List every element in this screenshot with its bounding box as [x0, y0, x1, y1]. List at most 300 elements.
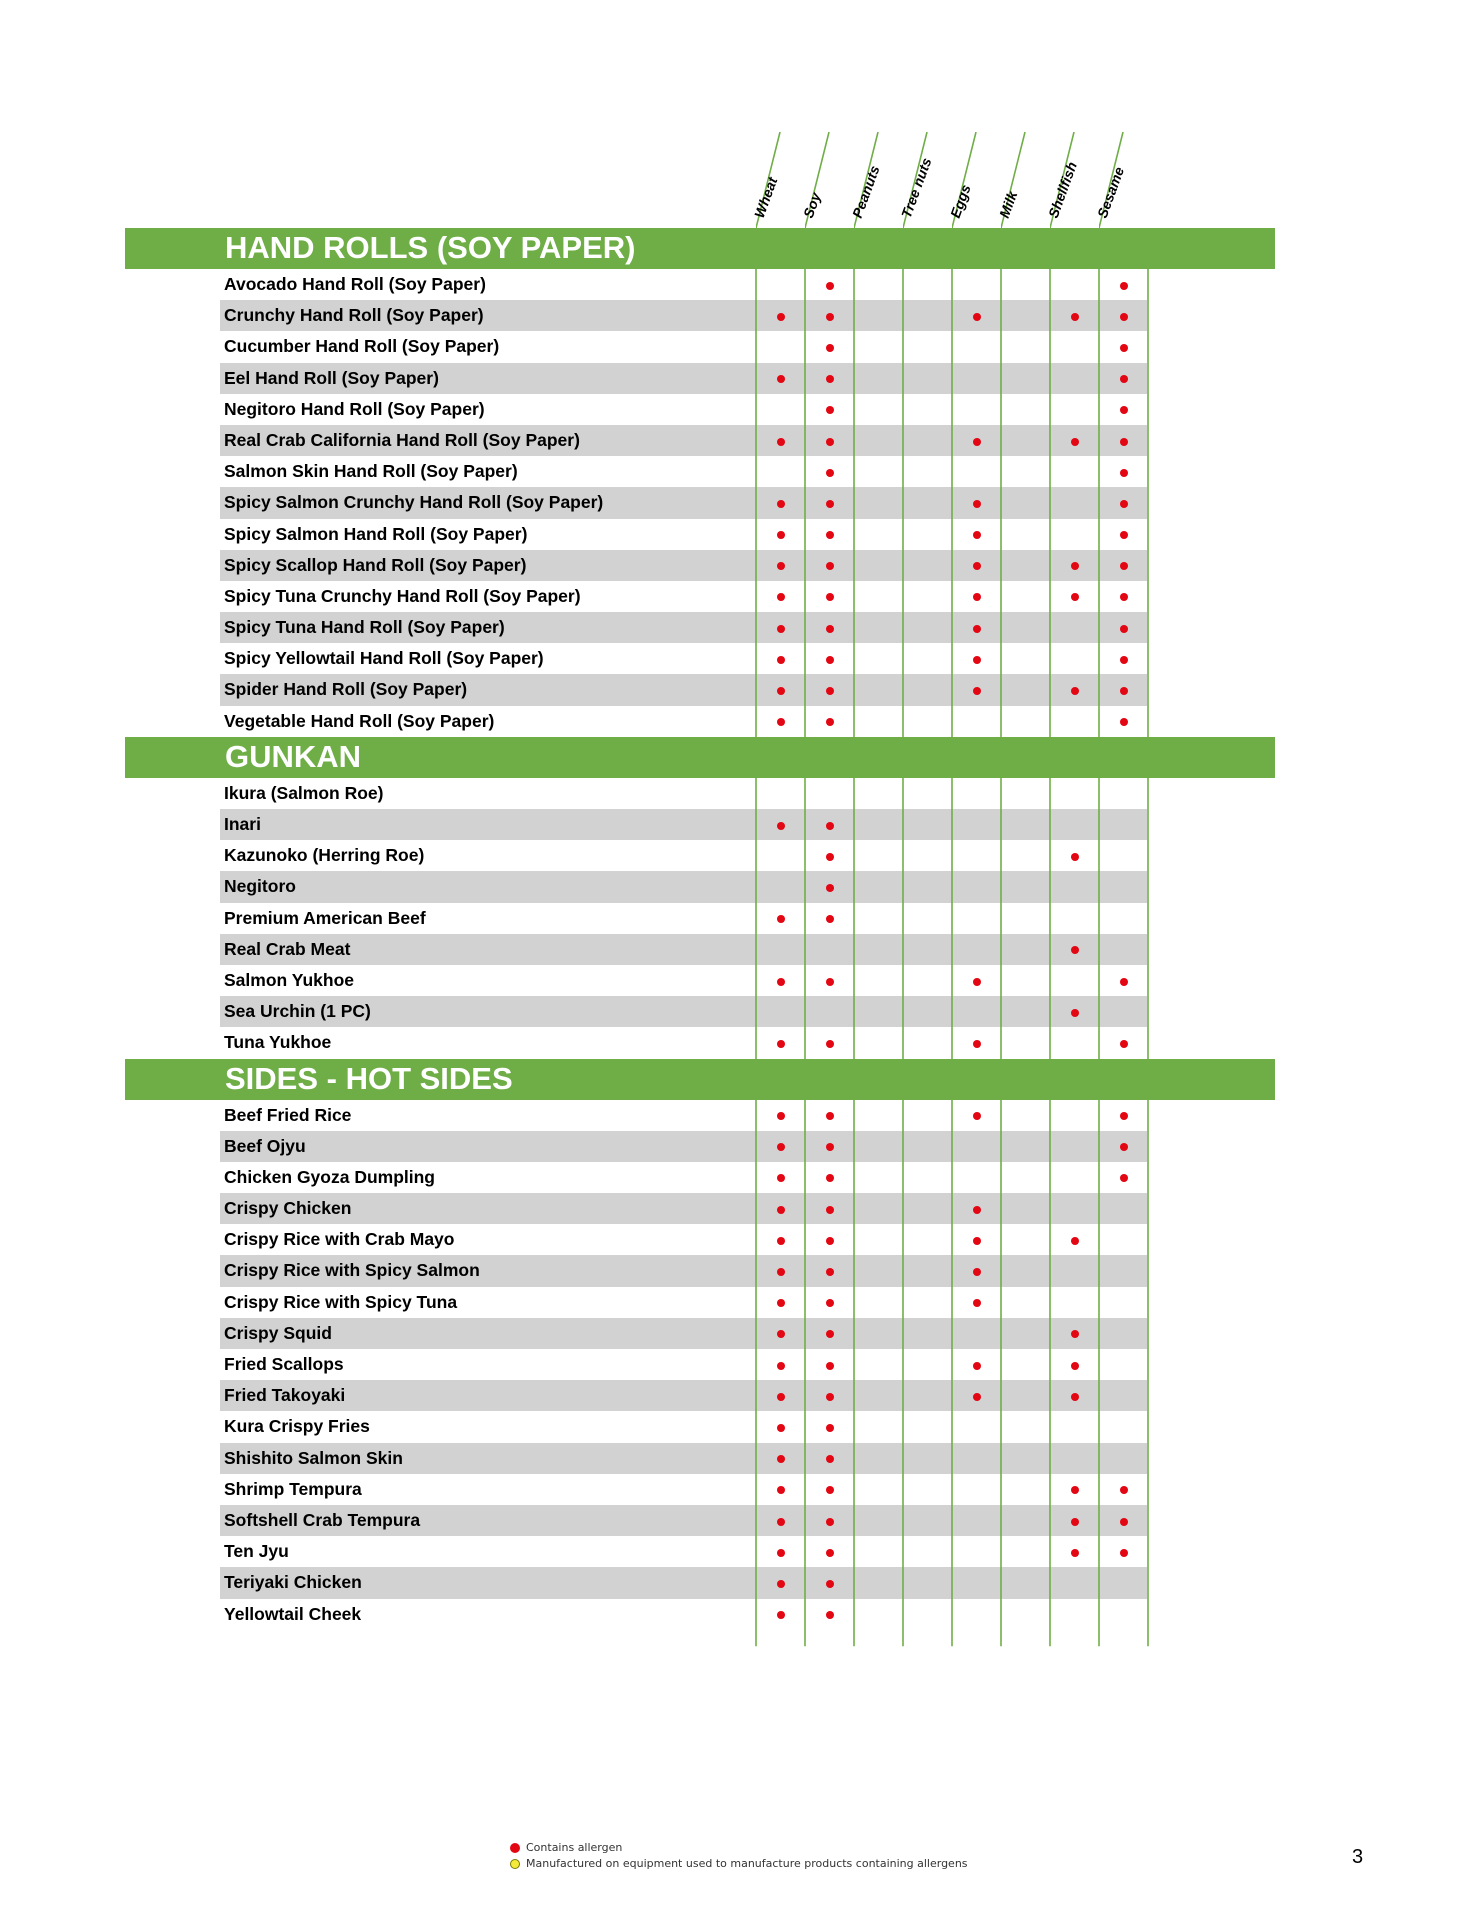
item-name: Cucumber Hand Roll (Soy Paper)	[224, 336, 500, 357]
allergen-cell	[854, 300, 903, 331]
allergen-cell	[903, 1411, 952, 1442]
contains-allergen-dot	[973, 978, 981, 986]
item-name: Chicken Gyoza Dumpling	[224, 1166, 435, 1187]
table-row	[125, 331, 1275, 362]
allergen-cell	[1050, 1255, 1099, 1286]
contains-allergen-dot	[1120, 1486, 1128, 1494]
table-row	[125, 809, 1275, 840]
allergen-cell	[756, 331, 805, 362]
table-row	[125, 269, 1275, 300]
contains-allergen-dot	[777, 978, 785, 986]
item-name: Beef Ojyu	[224, 1135, 306, 1156]
contains-allergen-dot	[1071, 1237, 1079, 1245]
allergen-cell	[1050, 1474, 1099, 1505]
allergen-cell	[805, 1505, 854, 1536]
contains-allergen-dot	[973, 313, 981, 321]
contains-allergen-dot	[973, 438, 981, 446]
allergen-cell	[756, 934, 805, 965]
allergen-cell	[756, 1162, 805, 1193]
allergen-cell	[903, 871, 952, 902]
allergen-cell	[1099, 871, 1148, 902]
allergen-cell	[805, 643, 854, 674]
contains-allergen-dot	[1120, 313, 1128, 321]
allergen-cell	[854, 903, 903, 934]
contains-allergen-dot	[1120, 1549, 1128, 1557]
table-row	[125, 425, 1275, 456]
allergen-cell	[1099, 1318, 1148, 1349]
allergen-cell	[952, 1505, 1001, 1536]
contains-allergen-dot	[1071, 687, 1079, 695]
allergen-cell	[1099, 1027, 1148, 1058]
contains-allergen-dot	[826, 1549, 834, 1557]
allergen-cell	[903, 1224, 952, 1255]
allergen-cell	[1099, 674, 1148, 705]
item-name: Softshell Crab Tempura	[224, 1509, 421, 1530]
contains-allergen-dot	[826, 1237, 834, 1245]
allergen-cell	[854, 1318, 903, 1349]
allergen-cell	[805, 1349, 854, 1380]
item-name: Kura Crispy Fries	[224, 1416, 370, 1437]
contains-allergen-dot	[973, 1362, 981, 1370]
allergen-cell	[1099, 1349, 1148, 1380]
allergen-cell	[756, 550, 805, 581]
contains-allergen-dot	[777, 1362, 785, 1370]
legend-contains	[510, 1840, 968, 1856]
table-row	[125, 934, 1275, 965]
allergen-cell	[805, 809, 854, 840]
contains-allergen-dot	[826, 1580, 834, 1588]
allergen-header-milk	[995, 132, 1050, 228]
allergen-cell	[1050, 487, 1099, 518]
allergen-cell	[805, 1193, 854, 1224]
allergen-cell	[903, 778, 952, 809]
allergen-cell	[805, 1318, 854, 1349]
contains-allergen-dot	[1120, 438, 1128, 446]
item-name: Spicy Salmon Crunchy Hand Roll (Soy Paper)	[224, 492, 604, 513]
contains-allergen-dot	[826, 853, 834, 861]
allergen-cell	[903, 1474, 952, 1505]
contains-allergen-dot	[973, 625, 981, 633]
allergen-cell	[805, 1536, 854, 1567]
allergen-cell	[805, 1131, 854, 1162]
table-row	[125, 612, 1275, 643]
allergen-cell	[1001, 1505, 1050, 1536]
allergen-cell	[854, 1100, 903, 1131]
allergen-cell	[903, 1100, 952, 1131]
contains-allergen-dot	[1120, 1143, 1128, 1151]
item-name: Crunchy Hand Roll (Soy Paper)	[224, 305, 484, 326]
allergen-cell	[903, 840, 952, 871]
allergen-cell	[805, 331, 854, 362]
item-name: Crispy Chicken	[224, 1198, 352, 1219]
allergen-cell	[805, 394, 854, 425]
allergen-cell	[1001, 456, 1050, 487]
allergen-cell	[1050, 1318, 1099, 1349]
allergen-cell	[1001, 706, 1050, 737]
contains-allergen-dot	[1120, 687, 1128, 695]
item-name: Spicy Scallop Hand Roll (Soy Paper)	[224, 554, 527, 575]
allergen-cell	[854, 487, 903, 518]
item-name: Sea Urchin (1 PC)	[224, 1001, 371, 1022]
contains-allergen-dot	[826, 1393, 834, 1401]
allergen-cell	[854, 934, 903, 965]
allergen-cell	[1001, 1131, 1050, 1162]
item-name: Teriyaki Chicken	[224, 1572, 362, 1593]
table-row	[125, 1599, 1275, 1630]
allergen-cell	[805, 425, 854, 456]
table-row	[125, 965, 1275, 996]
allergen-cell	[1050, 1443, 1099, 1474]
allergen-cell	[854, 1380, 903, 1411]
section-header	[125, 1059, 1275, 1100]
contains-allergen-dot	[826, 406, 834, 414]
legend-may-contain-label: Manufactured on equipment used to manufacture products containing allergens	[526, 1857, 968, 1870]
red-dot-icon	[510, 1843, 520, 1853]
allergen-cell	[1099, 809, 1148, 840]
allergen-cell	[952, 996, 1001, 1027]
contains-allergen-dot	[777, 1611, 785, 1619]
allergen-cell	[1050, 1100, 1099, 1131]
section-title: SIDES - HOT SIDES	[225, 1060, 513, 1096]
contains-allergen-dot	[1120, 282, 1128, 290]
contains-allergen-dot	[826, 282, 834, 290]
allergen-cell	[952, 778, 1001, 809]
allergen-cell	[1001, 581, 1050, 612]
contains-allergen-dot	[973, 1237, 981, 1245]
allergen-cell	[854, 550, 903, 581]
allergen-cell	[854, 1536, 903, 1567]
item-name: Fried Scallops	[224, 1354, 344, 1374]
table-row	[125, 487, 1275, 518]
allergen-cell	[952, 1380, 1001, 1411]
allergen-cell	[1050, 809, 1099, 840]
allergen-cell	[952, 363, 1001, 394]
contains-allergen-dot	[777, 1174, 785, 1182]
allergen-cell	[756, 581, 805, 612]
table-row	[125, 1162, 1275, 1193]
contains-allergen-dot	[777, 625, 785, 633]
allergen-cell	[1001, 996, 1050, 1027]
allergen-cell	[805, 1162, 854, 1193]
allergen-cell	[756, 643, 805, 674]
table-row	[125, 643, 1275, 674]
allergen-cell	[756, 1255, 805, 1286]
contains-allergen-dot	[826, 884, 834, 892]
item-name: Avocado Hand Roll (Soy Paper)	[224, 274, 486, 294]
allergen-cell	[756, 394, 805, 425]
allergen-cell	[854, 1131, 903, 1162]
allergen-cell	[1050, 1224, 1099, 1255]
contains-allergen-dot	[777, 687, 785, 695]
contains-allergen-dot	[1120, 656, 1128, 664]
contains-allergen-dot	[826, 531, 834, 539]
allergen-cell	[854, 778, 903, 809]
allergen-cell	[952, 1349, 1001, 1380]
contains-allergen-dot	[973, 531, 981, 539]
allergen-cell	[1001, 965, 1050, 996]
allergen-cell	[756, 1027, 805, 1058]
allergen-cell	[805, 456, 854, 487]
allergen-cell	[1001, 363, 1050, 394]
allergen-cell	[854, 706, 903, 737]
allergen-cell	[1050, 1411, 1099, 1442]
contains-allergen-dot	[1120, 625, 1128, 633]
allergen-cell	[1099, 612, 1148, 643]
allergen-cell	[756, 1567, 805, 1598]
contains-allergen-dot	[973, 687, 981, 695]
allergen-cell	[756, 487, 805, 518]
contains-allergen-dot	[826, 1611, 834, 1619]
allergen-cell	[805, 550, 854, 581]
allergen-cell	[1050, 1505, 1099, 1536]
table-row	[125, 1411, 1275, 1442]
allergen-cell	[1050, 363, 1099, 394]
allergen-column-headers	[750, 132, 1148, 228]
allergen-cell	[1099, 903, 1148, 934]
allergen-cell	[805, 269, 854, 300]
contains-allergen-dot	[973, 1268, 981, 1276]
allergen-cell	[1001, 550, 1050, 581]
contains-allergen-dot	[777, 915, 785, 923]
contains-allergen-dot	[826, 344, 834, 352]
allergen-cell	[1099, 778, 1148, 809]
contains-allergen-dot	[826, 718, 834, 726]
allergen-header-label: Sesame	[1093, 164, 1128, 220]
allergen-cell	[805, 1443, 854, 1474]
allergen-cell	[854, 1255, 903, 1286]
contains-allergen-dot	[826, 593, 834, 601]
allergen-cell	[854, 809, 903, 840]
allergen-cell	[903, 934, 952, 965]
item-name: Salmon Skin Hand Roll (Soy Paper)	[224, 461, 518, 482]
allergen-cell	[952, 1224, 1001, 1255]
allergen-cell	[805, 903, 854, 934]
contains-allergen-dot	[1120, 1174, 1128, 1182]
allergen-cell	[1099, 1224, 1148, 1255]
allergen-cell	[756, 519, 805, 550]
allergen-cell	[1099, 643, 1148, 674]
allergen-cell	[854, 643, 903, 674]
allergen-cell	[1001, 934, 1050, 965]
allergen-cell	[805, 934, 854, 965]
allergen-cell	[854, 1505, 903, 1536]
contains-allergen-dot	[973, 1040, 981, 1048]
contains-allergen-dot	[777, 500, 785, 508]
table-row	[125, 996, 1275, 1027]
allergen-cell	[1099, 1162, 1148, 1193]
allergen-cell	[805, 706, 854, 737]
allergen-cell	[952, 300, 1001, 331]
contains-allergen-dot	[1120, 1040, 1128, 1048]
contains-allergen-dot	[777, 1268, 785, 1276]
table-row	[125, 778, 1275, 809]
allergen-cell	[903, 996, 952, 1027]
table-row	[125, 1224, 1275, 1255]
allergen-cell	[903, 519, 952, 550]
allergen-cell	[952, 643, 1001, 674]
allergen-cell	[854, 1224, 903, 1255]
allergen-cell	[756, 1443, 805, 1474]
table-row	[125, 1318, 1275, 1349]
contains-allergen-dot	[777, 718, 785, 726]
allergen-cell	[1001, 903, 1050, 934]
allergen-cell	[805, 487, 854, 518]
allergen-cell	[903, 1193, 952, 1224]
allergen-cell	[1001, 1380, 1050, 1411]
contains-allergen-dot	[777, 1330, 785, 1338]
allergen-cell	[903, 706, 952, 737]
allergen-cell	[952, 809, 1001, 840]
allergen-cell	[1099, 1474, 1148, 1505]
allergen-cell	[805, 674, 854, 705]
allergen-cell	[903, 903, 952, 934]
section-title: GUNKAN	[225, 738, 362, 774]
allergen-cell	[756, 425, 805, 456]
allergen-header-eggs	[946, 132, 1001, 228]
contains-allergen-dot	[826, 1362, 834, 1370]
allergen-cell	[854, 581, 903, 612]
allergen-cell	[903, 363, 952, 394]
section-title: HAND ROLLS (SOY PAPER)	[225, 230, 636, 265]
allergen-cell	[1050, 1162, 1099, 1193]
contains-allergen-dot	[826, 1486, 834, 1494]
allergen-cell	[1001, 1287, 1050, 1318]
allergen-cell	[952, 612, 1001, 643]
allergen-cell	[854, 840, 903, 871]
contains-allergen-dot	[1120, 1518, 1128, 1526]
item-name: Real Crab California Hand Roll (Soy Paper)	[224, 429, 580, 450]
contains-allergen-dot	[1071, 1486, 1079, 1494]
allergen-cell	[1099, 300, 1148, 331]
allergen-cell	[903, 1131, 952, 1162]
allergen-cell	[1050, 425, 1099, 456]
contains-allergen-dot	[826, 375, 834, 383]
allergen-cell	[756, 871, 805, 902]
allergen-cell	[903, 1287, 952, 1318]
item-name: Spider Hand Roll (Soy Paper)	[224, 679, 468, 700]
allergen-cell	[805, 1380, 854, 1411]
allergen-cell	[756, 840, 805, 871]
table-row	[125, 1193, 1275, 1224]
allergen-cell	[1001, 331, 1050, 362]
allergen-cell	[756, 269, 805, 300]
allergen-cell	[903, 269, 952, 300]
allergen-cell	[756, 778, 805, 809]
contains-allergen-dot	[777, 375, 785, 383]
allergen-cell	[854, 1162, 903, 1193]
allergen-header-label: Peanuts	[848, 163, 883, 220]
allergen-cell	[903, 643, 952, 674]
contains-allergen-dot	[1071, 1009, 1079, 1017]
allergen-cell	[903, 1567, 952, 1598]
allergen-cell	[1001, 519, 1050, 550]
allergen-cell	[903, 550, 952, 581]
allergen-cell	[1099, 581, 1148, 612]
allergen-cell	[1099, 1443, 1148, 1474]
item-name: Negitoro Hand Roll (Soy Paper)	[224, 398, 485, 419]
contains-allergen-dot	[1120, 406, 1128, 414]
contains-allergen-dot	[777, 1518, 785, 1526]
table-row	[125, 1536, 1275, 1567]
table-row	[125, 394, 1275, 425]
allergen-cell	[854, 519, 903, 550]
allergen-cell	[952, 519, 1001, 550]
allergen-header-label: Soy	[799, 190, 824, 220]
allergen-cell	[756, 1536, 805, 1567]
allergen-cell	[854, 394, 903, 425]
allergen-cell	[952, 1443, 1001, 1474]
allergen-cell	[952, 487, 1001, 518]
contains-allergen-dot	[973, 593, 981, 601]
contains-allergen-dot	[1071, 1362, 1079, 1370]
allergen-cell	[1001, 425, 1050, 456]
allergen-cell	[805, 1287, 854, 1318]
contains-allergen-dot	[1120, 562, 1128, 570]
allergen-cell	[1001, 300, 1050, 331]
allergen-header-soy	[799, 132, 854, 228]
contains-allergen-dot	[973, 1393, 981, 1401]
allergen-cell	[756, 1505, 805, 1536]
contains-allergen-dot	[826, 1455, 834, 1463]
allergen-cell	[805, 996, 854, 1027]
allergen-cell	[952, 840, 1001, 871]
contains-allergen-dot	[826, 1268, 834, 1276]
allergen-cell	[952, 1411, 1001, 1442]
allergen-cell	[854, 674, 903, 705]
allergen-cell	[1099, 934, 1148, 965]
allergen-cell	[1001, 809, 1050, 840]
allergen-cell	[756, 1411, 805, 1442]
allergen-cell	[952, 1131, 1001, 1162]
allergen-cell	[903, 487, 952, 518]
allergen-cell	[805, 1567, 854, 1598]
allergen-cell	[1001, 1536, 1050, 1567]
legend	[510, 1840, 968, 1872]
allergen-cell	[805, 1255, 854, 1286]
allergen-cell	[952, 871, 1001, 902]
allergen-cell	[805, 1224, 854, 1255]
allergen-cell	[756, 1131, 805, 1162]
contains-allergen-dot	[826, 1330, 834, 1338]
contains-allergen-dot	[826, 1112, 834, 1120]
allergen-cell	[952, 1536, 1001, 1567]
allergen-cell	[854, 965, 903, 996]
allergen-cell	[1099, 965, 1148, 996]
contains-allergen-dot	[826, 438, 834, 446]
allergen-cell	[756, 1474, 805, 1505]
contains-allergen-dot	[777, 531, 785, 539]
allergen-cell	[1001, 612, 1050, 643]
table-row	[125, 1100, 1275, 1131]
contains-allergen-dot	[1071, 562, 1079, 570]
allergen-cell	[903, 1318, 952, 1349]
allergen-cell	[1099, 1411, 1148, 1442]
item-name: Ten Jyu	[224, 1541, 289, 1562]
allergen-cell	[952, 674, 1001, 705]
allergen-cell	[805, 1027, 854, 1058]
table-row	[125, 1443, 1275, 1474]
allergen-cell	[854, 1287, 903, 1318]
allergen-cell	[1050, 456, 1099, 487]
allergen-cell	[756, 903, 805, 934]
allergen-header-sesame	[1093, 132, 1148, 228]
item-name: Kazunoko (Herring Roe)	[224, 845, 425, 866]
yellow-dot-icon	[510, 1859, 520, 1869]
item-name: Crispy Rice with Spicy Salmon	[224, 1260, 480, 1281]
allergen-header-wheat	[750, 132, 805, 228]
contains-allergen-dot	[1071, 853, 1079, 861]
contains-allergen-dot	[1120, 500, 1128, 508]
